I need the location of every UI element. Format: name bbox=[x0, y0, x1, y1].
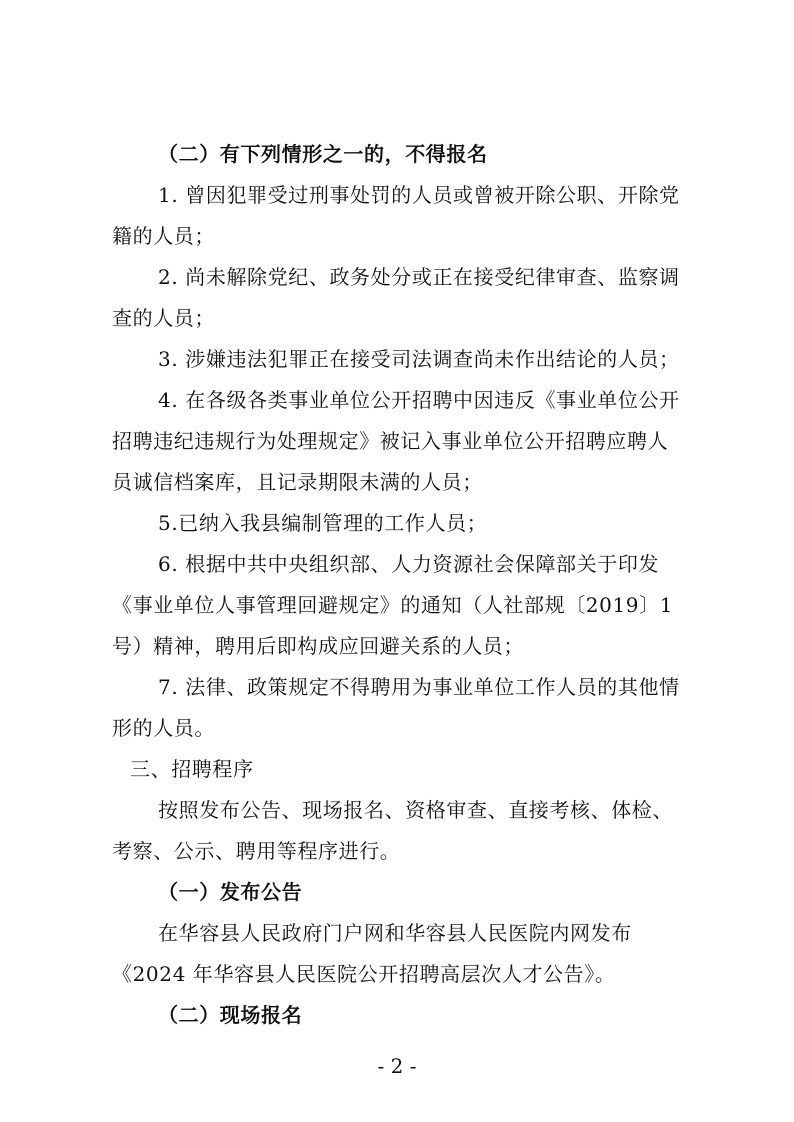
item-4-line-1: 4. 在各级各类事业单位公开招聘中因违反《事业单位公开 bbox=[158, 388, 680, 412]
item-2-line-1: 2. 尚未解除党纪、政务处分或正在接受纪律审查、监察调 bbox=[158, 265, 680, 289]
announcement-line-1: 在华容县人民政府门户网和华容县人民医院内网发布 bbox=[158, 921, 632, 945]
section-3-paragraph-line-1: 按照发布公告、现场报名、资格审查、直接考核、体检、 bbox=[158, 798, 673, 822]
section-3-heading: 三、招聘程序 bbox=[130, 757, 254, 781]
item-6-line-3: 号）精神，聘用后即构成应回避关系的人员； bbox=[112, 634, 524, 658]
subheading-publish-announcement: （一）发布公告 bbox=[158, 880, 303, 904]
item-1-line-1: 1. 曾因犯罪受过刑事处罚的人员或曾被开除公职、开除党 bbox=[158, 183, 680, 207]
item-3-line-1: 3. 涉嫌违法犯罪正在接受司法调查尚未作出结论的人员； bbox=[158, 347, 680, 371]
page-number: - 2 - bbox=[377, 1054, 417, 1078]
section-3-paragraph-line-2: 考察、公示、聘用等程序进行。 bbox=[112, 839, 401, 863]
subheading-onsite-registration: （二）现场报名 bbox=[158, 1003, 303, 1027]
announcement-line-2: 《2024 年华容县人民医院公开招聘高层次人才公告》。 bbox=[112, 962, 616, 986]
item-6-line-2: 《事业单位人事管理回避规定》的通知（人社部规〔2019〕1 bbox=[112, 593, 674, 617]
item-4-line-2: 招聘违纪违规行为处理规定》被记入事业单位公开招聘应聘人 bbox=[112, 429, 669, 453]
subheading-disqualifications: （二）有下列情形之一的，不得报名 bbox=[158, 142, 488, 166]
item-2-line-2: 查的人员； bbox=[112, 306, 215, 330]
item-6-line-1: 6. 根据中共中央组织部、人力资源社会保障部关于印发 bbox=[158, 552, 660, 576]
item-1-line-2: 籍的人员； bbox=[112, 224, 215, 248]
item-7-line-1: 7. 法律、政策规定不得聘用为事业单位工作人员的其他情 bbox=[158, 675, 680, 699]
item-5-line-1: 5.已纳入我县编制管理的工作人员； bbox=[158, 511, 488, 535]
item-7-line-2: 形的人员。 bbox=[112, 716, 215, 740]
item-4-line-3: 员诚信档案库，且记录期限未满的人员； bbox=[112, 470, 483, 494]
